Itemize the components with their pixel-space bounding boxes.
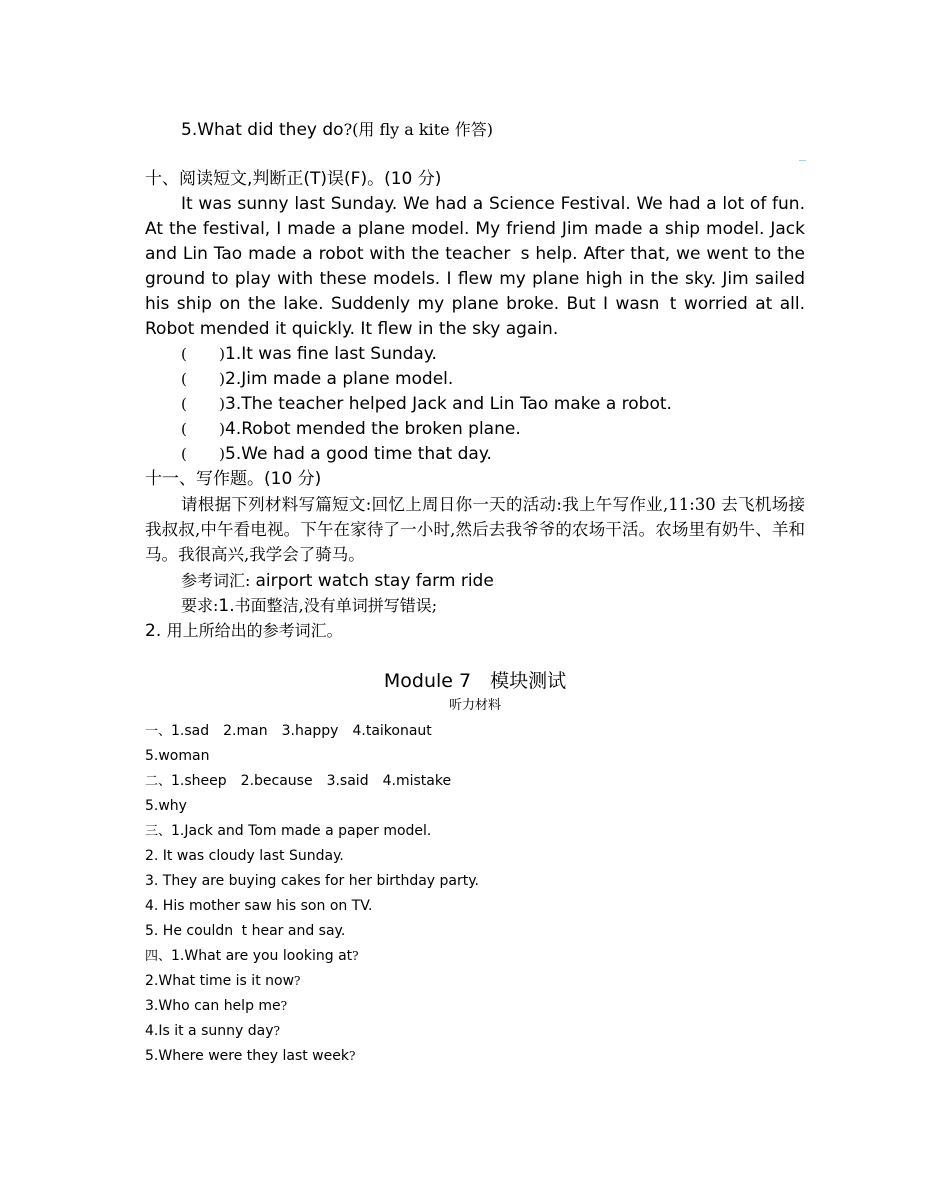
writing-heading: 十一、写作题。(10 分) xyxy=(145,469,322,489)
listening-section-3-line-1: 三、1.Jack and Tom made a paper model. xyxy=(145,823,432,839)
statement-4: ( ) 4.Robot mended the broken plane. xyxy=(145,417,521,442)
requirement-2: 2. 用上所给出的参考词汇。 xyxy=(145,621,343,641)
listening-section-4-line-1: 四、1.What are you looking at? xyxy=(145,948,359,964)
reading-passage: It was sunny last Sunday. We had a Science Festival. We had a lot of fun. At the festival, I made a plane model. My friend Jim made a ship model. Jack and Lin Tao made a robot with the teachers help. After that, we went to the ground to play with these models. I flew my plane high in the sky. Jim sailed his ship on the lake. Suddenly my plane broke. But I wasnt worried at all. Robot mended it quickly. It flew in the sky again. xyxy=(145,194,805,339)
listening-section-1: 一、1.sad 2.man 3.happy 4.taikonaut xyxy=(145,723,432,739)
module-subtitle: 听力材料 xyxy=(448,698,501,713)
statement-2: ( ) 2.Jim made a plane model. xyxy=(145,367,453,392)
vocab-words: airport watch stay farm ride xyxy=(255,571,494,591)
reading-heading: 十、阅读短文,判断正(T)误(F)。(10 分) xyxy=(145,169,442,189)
statement-3: ( ) 3.The teacher helped Jack and Lin Tao make a robot. xyxy=(145,392,672,417)
listening-section-4-line-3: 3.Who can help me? xyxy=(145,998,288,1014)
answer-blank-3[interactable]: ( ) xyxy=(181,395,225,413)
requirement-1: 要求:1.书面整洁,没有单词拼写错误; xyxy=(181,596,438,616)
listening-section-2-last: 5.why xyxy=(145,798,187,814)
vocab-label: 参考词汇: xyxy=(181,571,256,590)
listening-section-1-last: 5.woman xyxy=(145,748,210,764)
question-5-hint: ?(用 fly a kite 作答) xyxy=(343,120,493,139)
listening-section-4-line-5: 5.Where were they last week? xyxy=(145,1048,356,1064)
question-5-text: 5.What did they do xyxy=(181,120,344,140)
listening-section-3-line-4: 4. His mother saw his son on TV. xyxy=(145,898,373,914)
decorative-mark xyxy=(799,160,806,161)
listening-section-4-line-2: 2.What time is it now? xyxy=(145,973,301,989)
listening-section-4-line-4: 4.Is it a sunny day? xyxy=(145,1023,280,1039)
module-title: Module 7 模块测试 xyxy=(383,670,567,692)
answer-blank-4[interactable]: ( ) xyxy=(181,420,225,438)
answer-blank-5[interactable]: ( ) xyxy=(181,445,225,463)
answer-blank-1[interactable]: ( ) xyxy=(181,345,225,363)
listening-section-3-line-2: 2. It was cloudy last Sunday. xyxy=(145,848,344,864)
listening-section-2: 二、1.sheep 2.because 3.said 4.mistake xyxy=(145,773,452,789)
question-5-line xyxy=(145,117,493,143)
vocab-line xyxy=(145,568,494,594)
writing-prompt: 请根据下列材料写篇短文:回忆上周日你一天的活动:我上午写作业,11:30 去飞机场接我叔叔,中午看电视。下午在家待了一小时,然后去我爷爷的农场干活。农场里有奶牛、羊和马。我很高兴,我学会了骑马。 xyxy=(145,495,805,564)
listening-section-3-line-3: 3. They are buying cakes for her birthday party. xyxy=(145,873,479,889)
statement-5: ( ) 5.We had a good time that day. xyxy=(145,442,492,467)
answer-blank-2[interactable]: ( ) xyxy=(181,370,225,388)
listening-section-3-line-5: 5. He couldnt hear and say. xyxy=(145,923,346,939)
statement-1: ( ) 1.It was fine last Sunday. xyxy=(145,342,437,367)
